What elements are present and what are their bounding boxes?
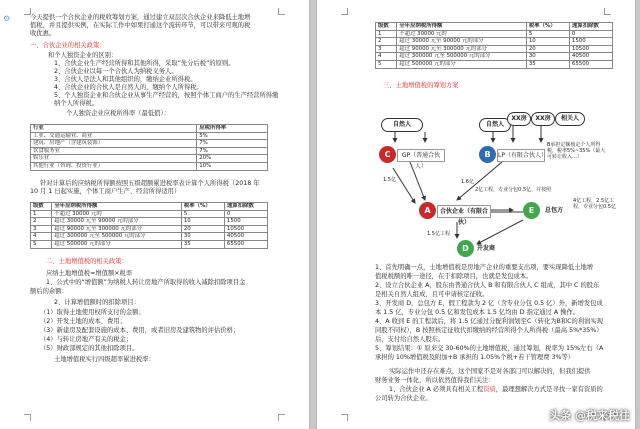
body-line: 3、开发商 D，总包方 E，假工程款为 2 亿（含专业分包 0.5 亿）外，新增发包成: [375, 300, 603, 307]
flow-note: 1.6亿: [461, 179, 474, 185]
body-line: 2、设立合伙企业 A，股东由普通合伙人 B 和有限合伙人 C 组成，其中 C 的股东: [375, 282, 600, 289]
table-cell: 饮食服务业: [31, 147, 197, 155]
corner-mark: [341, 414, 348, 421]
table-cell: 5: [526, 30, 569, 38]
b-note: B承担定额核定个人所得税，税率5%~35%（最大可转让收入…）: [547, 142, 606, 160]
table-cell: 65500: [569, 60, 612, 68]
table-row: [31, 155, 268, 163]
table-cell: 其他行业（咨询、投资行业）: [31, 162, 197, 170]
table-cell: 20%: [197, 155, 268, 163]
policy-line: 和个人独资企业的区别：: [48, 52, 118, 59]
table-row: [31, 132, 268, 140]
flow-note: 1.5亿工程: [427, 231, 450, 237]
developer-d-node: D: [457, 240, 474, 257]
table-cell: 超过 30000 元至 90000 元的部分: [52, 218, 182, 226]
body-line: 本 1.5 亿，专业分包 0.5 亿和发包成本 1.5 亿均由 D 指定通过 A 操作。: [375, 309, 580, 316]
table-header-cell: 速算扣除数: [224, 203, 267, 211]
table-cell: 工业、交通运输业、商业: [31, 132, 197, 140]
table-cell: 2: [31, 218, 52, 226]
bottom-line: 公司转为合伙企业。: [375, 395, 432, 402]
highlighted-word: 资质: [483, 386, 496, 393]
table-cell: 超过 90000 元至 300000 元的部分: [52, 225, 182, 233]
table-header-cell: 速算扣除数: [569, 23, 612, 31]
table-cell: 7%: [197, 147, 268, 155]
table-cell: 20: [526, 45, 569, 53]
table-cell: 10500: [569, 45, 612, 53]
section-heading: 一、合伙企业的相关政策：: [30, 42, 106, 49]
table-cell: 3: [376, 45, 397, 53]
table-cell: 10: [181, 218, 224, 226]
lvat-line: 额后的余额：: [30, 288, 68, 295]
corner-mark: [24, 414, 31, 421]
body-line: 4、A 收到 E 的工程款后，将 1.5 亿通过分配利润划至C（转化为B和C的利润实现: [375, 318, 604, 325]
table-cell: 1500: [224, 218, 267, 226]
policy-line: 5、个人独资企业和合伙企业从事生产经营的，按照个体工商户的生产经营所得缴纳个人所得税。: [54, 92, 279, 107]
lvat-line: （2）开发土地的成本、费用；: [40, 318, 126, 325]
corner-mark: [278, 414, 285, 421]
table-header-cell: 全年应纳税所得额: [397, 23, 527, 31]
lvat-line: （4）与转让房地产有关的税金；: [40, 336, 133, 343]
body-line: 是相关自然人组成，且可申请核定征收。: [375, 291, 489, 298]
section-heading: 二、土地增值税的相关政策：: [46, 258, 128, 265]
natural-person-node: 自然人: [479, 118, 511, 132]
partner-c-node: C: [379, 146, 396, 163]
table-cell: 不超过 30000 元的: [397, 30, 527, 38]
flow-note: 1.5亿: [383, 177, 396, 183]
developer-label: 开发商: [477, 245, 496, 252]
flow-note: 2亿工程，专业分包0.5亿，并按照: [475, 187, 552, 193]
watermark: 头条 @税来税往: [549, 409, 630, 422]
table-cell: 建筑、房地产（含建筑装饰）: [31, 140, 197, 148]
table-cell: 1500: [569, 38, 612, 46]
left-document-page: [0, 0, 309, 429]
table-cell: 10: [526, 38, 569, 46]
table-cell: 0: [569, 30, 612, 38]
table-cell: 30: [526, 53, 569, 61]
table-header-cell: 税率（%）: [526, 23, 569, 31]
table-cell: 2: [376, 38, 397, 46]
related-person-node: 相关人: [555, 112, 585, 126]
table-header-cell: 税率（%）: [181, 203, 224, 211]
corner-mark: [278, 8, 285, 15]
policy-line: 1、合伙企业生产经营所得和其他所得，采取“先分后税”的原则。: [54, 60, 235, 67]
lvat-line: （5）财政部规定的其他扣除项目。: [40, 345, 139, 352]
table-cell: 4: [31, 233, 52, 241]
table-row: [31, 140, 268, 148]
bottom-line: 财务业务一体化，所以依然值得我们关注：: [375, 377, 495, 384]
right-document-page: [317, 0, 635, 429]
income-rate-table: [30, 124, 268, 171]
table-row: [31, 240, 268, 248]
table-header-cell: 级数: [31, 203, 52, 211]
table-cell: 0: [224, 210, 267, 218]
lvat-line: 2、计算增值额时的扣除项目：: [54, 299, 140, 306]
lp-label: LP（有限合伙人）: [497, 149, 545, 162]
table-row: [31, 210, 268, 218]
table-cell: 65500: [224, 240, 267, 248]
table-cell: 4: [376, 53, 397, 61]
table-cell: 35: [181, 240, 224, 248]
table-cell: 1: [31, 210, 52, 218]
table-cell: 7%: [197, 140, 268, 148]
table-cell: 40500: [569, 53, 612, 61]
table-row: [31, 218, 268, 226]
table-header-cell: 级数: [376, 23, 397, 31]
diagram-connectors: [317, 0, 635, 270]
policy-line: 4、合伙企业的合伙人是自然人的，缴纳个人所得税。: [54, 84, 203, 91]
page-options-icon[interactable]: ⚙: [3, 14, 11, 23]
partnership-a-node: A: [419, 202, 436, 219]
lvat-line: 土地增值税实行四级超率累进税率：: [54, 356, 155, 363]
tax-bracket-table: [30, 202, 268, 249]
natural-person-node: 自然人: [381, 118, 423, 132]
table-row: [31, 225, 268, 233]
lvat-line: 应纳土地增值税=增值额×税率: [46, 270, 133, 277]
table-cell: 20: [181, 225, 224, 233]
table-cell: 5: [376, 60, 397, 68]
table-cell: 5: [31, 240, 52, 248]
table-cell: 超过 500000 元的部分: [397, 60, 527, 68]
calc-line: 10 月 1 日起实施，个体工商户生产、经营所得适用）: [30, 188, 181, 195]
body-line: 同股不同权），B 按照核定征收代扣缴纳的经营所得个人所得税（最高 5%*35%）: [375, 327, 603, 334]
table-row: [31, 233, 268, 241]
e-note: 4亿工程，2.5亿工程，专业分包0.5亿: [573, 198, 616, 210]
lvat-line: 1、公式中的“增值额”为纳税人转让房地产所取得的收入减除扣除项目金: [46, 279, 246, 286]
bottom-line: 1、合伙企业 A 必须具有相关工程资质，最理想解决方式是寻找一家有资质的: [389, 386, 603, 393]
table-cell: 超过 300000 元至 500000 元的部分: [397, 53, 527, 61]
table-row: [31, 147, 268, 155]
intro-line: 收优惠。: [30, 30, 56, 37]
table-cell: 超过 90000 元至 300000 元的部分: [397, 45, 527, 53]
contractor-e-node: E: [523, 202, 540, 219]
table-header-cell: 应税所得率: [197, 125, 268, 133]
table-cell: 5%: [197, 132, 268, 140]
lvat-line: （3）新建房及配套设施的成本、费用，或者旧房及建筑物的评估价格；: [40, 327, 240, 334]
policy-line: 个人独资企业应税所得率（最低值）：: [66, 110, 170, 117]
body-line: 后，支付给自然人股东。: [375, 336, 445, 343]
table-cell: 超过 300000 元至 500000 元的部分: [52, 233, 182, 241]
table-cell: 10500: [224, 225, 267, 233]
table-cell: 1: [376, 30, 397, 38]
calc-line: 针对计算后的应纳税所得额按照五级超额累进税率表计算个人所得税（2018 年: [40, 180, 260, 187]
body-line: 5、筹划结果：① 原来交 30-60%的土地增值税，通过筹划，税率为 15%左右（A: [375, 345, 604, 352]
table-cell: 超过 500000 元的部分: [52, 240, 182, 248]
table-cell: 超过 30000 元至 90000 元的部分: [397, 38, 527, 46]
property-node: XX房: [531, 112, 555, 126]
body-line: 1、首先明确一点，土地增值税是房地产企业的重要支出项，要实现降低土地增: [375, 264, 594, 271]
table-cell: 不超过 30000 元的: [52, 210, 182, 218]
partner-b-node: B: [479, 146, 496, 163]
table-cell: 3: [31, 225, 52, 233]
table-cell: 娱乐业: [31, 155, 197, 163]
table-row: [31, 162, 268, 170]
table-cell: 35: [526, 60, 569, 68]
policy-line: 2、合伙企业以每一个合伙人为纳税义务人。: [54, 68, 178, 75]
table-cell: 30: [181, 233, 224, 241]
property-node: XX房: [507, 112, 531, 126]
table-header-cell: 行业: [31, 125, 197, 133]
gp-label: GP（普通合伙人）: [397, 149, 445, 162]
table-cell: 40500: [224, 233, 267, 241]
partnership-label: 合伙企业（有限合伙）: [437, 205, 491, 218]
table-header-cell: 全年应纳税所得额: [52, 203, 182, 211]
table-cell: 10%: [197, 162, 268, 170]
intro-line: 今天提供一个合伙企业的税收筹划方案，通过建立双层次合伙企业来降低土地增: [30, 14, 251, 21]
section-heading: 三、土地增值税的筹划方案: [383, 82, 459, 89]
table-cell: 5: [181, 210, 224, 218]
body-line: 承担的 10%增值税及附加+B 承担的 1.05%个税+若干管理费 3%等）: [375, 354, 575, 361]
lvat-line: （1）取得土地使用权所支付的金额；: [40, 309, 145, 316]
policy-line: 3、合伙人是法人和其他组织的，缴纳企业所得税。: [54, 76, 197, 83]
intro-line: 值税，并且提供实例，在实际工作中如果打通这个流转环节，可以带来可观的税: [30, 22, 251, 29]
body-line: 值税税额的唯一途径，在于扣除项目，也就是发包成本。: [375, 273, 533, 280]
bottom-line: 实际运作中还存在难点，这个国家不是对各部门可以解决的，但我们提供: [389, 368, 591, 375]
contractor-label: 总包方: [545, 207, 564, 214]
